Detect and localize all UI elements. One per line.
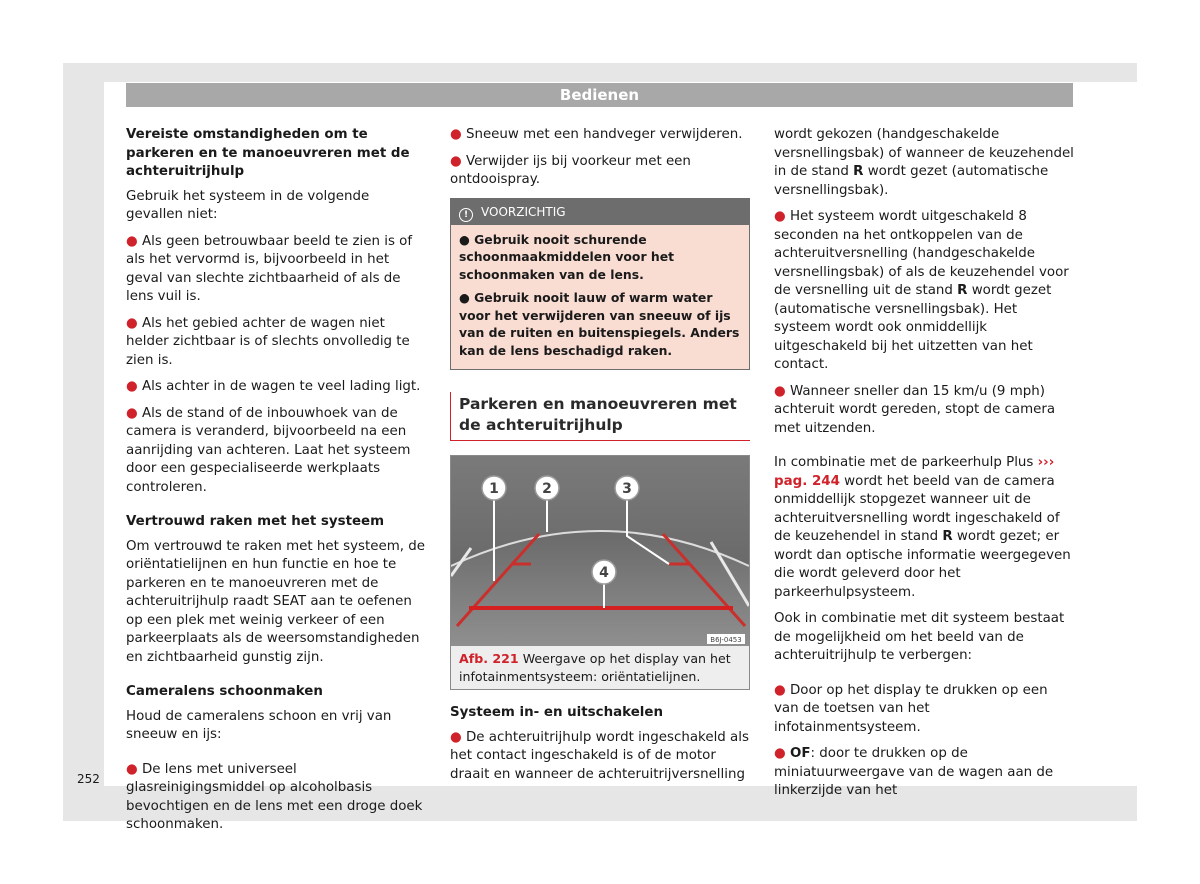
bullet-icon: ●	[459, 231, 470, 247]
bullet-item: ● Sneeuw met een handveger verwijderen.	[450, 127, 743, 142]
bullet-item: ● Als het gebied achter de wagen niet helder zichtbaar is of slechts onvolledig te zien is.	[126, 315, 410, 368]
bullet-icon: ●	[450, 153, 462, 169]
exclamation-circle-icon: !	[459, 208, 473, 222]
bullet-icon: ●	[126, 761, 138, 777]
bullet-icon: ●	[126, 233, 138, 249]
bullet-item: ● Als achter in de wagen te veel lading ligt.	[126, 379, 421, 394]
callout-4	[592, 560, 616, 584]
requirements-intro: Gebruik het systeem in de volgende gevallen niet:	[126, 188, 370, 222]
bullet-icon: ●	[774, 682, 786, 698]
bullet-icon: ●	[774, 383, 786, 399]
caution-box	[450, 198, 750, 371]
bullet-icon: ●	[450, 729, 462, 745]
bullet-item: ● Als geen betrouwbaar beeld te zien is of als het vervormd is, bijvoorbeeld in het geval van slechte zichtbaarheid of als de lens vuil is.	[126, 233, 413, 304]
column-3	[774, 126, 1074, 809]
figure-label: Afb. 221	[459, 651, 519, 666]
camera-display-illustration	[451, 456, 749, 646]
paragraph: Ook in combinatie met dit systeem bestaat de mogelijkheid om het beeld van de achteruitrijhulp te verbergen:	[774, 611, 1065, 663]
caution-body	[451, 225, 749, 370]
clean-text: Houd de cameralens schoon en vrij van sneeuw en ijs:	[126, 708, 392, 742]
bullet-item: ● Verwijder ijs bij voorkeur met een ontdooispray.	[450, 153, 691, 187]
bullet-icon: ●	[126, 315, 138, 331]
svg-text:3: 3	[622, 481, 632, 497]
bullet-item: ● Het systeem wordt uitgeschakeld 8 seconden na het ontkoppelen van de achteruitversnelling (handgeschakelde versnellingsbak) of als de keuzehendel voor de versnelling uit de stand R wordt gezet (automatische versnellingsbak). Het systeem wordt ook onmiddellijk uitgeschakeld bij het uitzetten van het contact.	[774, 209, 1069, 372]
svg-text:4: 4	[599, 565, 609, 581]
paragraph: wordt gekozen (handgeschakelde versnellingsbak) of wanneer de keuzehendel in de stand R wordt gezet (automatische versnellingsbak).	[774, 127, 1074, 198]
familiar-text: Om vertrouwd te raken met het systeem, de oriëntatielijnen en hun functie en hoe te parkeren en te manoeuvreren met de achteruitrijhulp raadt SEAT aan te oefenen op een plek met weinig verkeer of een parkeerplaats als de weersomstandigheden en zichtbaarheid gunstig zijn.	[126, 538, 425, 665]
bullet-icon: ●	[126, 405, 138, 421]
svg-text:1: 1	[489, 481, 499, 497]
caution-item: ● Gebruik nooit schurende schoonmaakmiddelen voor het schoonmaken van de lens.	[459, 231, 675, 282]
heading-familiar: Vertrouwd raken met het systeem	[126, 514, 385, 529]
column-2	[450, 126, 750, 792]
heading-requirements: Vereiste omstandigheden om te parkeren en te manoeuvreren met de achteruitrijhulp	[126, 127, 410, 179]
bullet-icon: ●	[450, 127, 462, 142]
bullet-icon: ●	[126, 379, 138, 394]
section-title: Parkeren en manoeuvreren met de achteruitrijhulp	[450, 392, 750, 441]
bullet-item: ● Als de stand of de inbouwhoek van de camera is veranderd, bijvoorbeeld na een aanrijding van achteren. Laat het systeem door een gespecialiseerde werkplaats controleren.	[126, 405, 411, 495]
callout-2	[535, 476, 559, 500]
camera-display-figure	[450, 455, 750, 690]
page-number: 252	[77, 772, 100, 786]
chapter-header: Bedienen	[126, 83, 1073, 107]
bullet-item: ● De achteruitrijhulp wordt ingeschakeld als het contact ingeschakeld is of de motor draait en wanneer de achteruitrijversnelling	[450, 729, 749, 782]
page-reference-link[interactable]: ››› pag. 244	[774, 455, 1055, 489]
paragraph: In combinatie met de parkeerhulp Plus ››› pag. 244 wordt het beeld van de camera onmiddellijk stopgezet wanneer uit de achteruitversnelling wordt ingeschakeld of de keuzehendel in stand R wordt gezet; er wordt dan optische informatie weergegeven die wordt geleverd door het parkeerhulpsysteem.	[774, 455, 1071, 600]
bullet-icon: ●	[774, 209, 786, 224]
bullet-icon: ●	[459, 290, 470, 305]
svg-text:2: 2	[542, 481, 552, 497]
figure-code: B6J-0453	[710, 636, 742, 644]
callout-1	[482, 476, 506, 500]
callout-3	[615, 476, 639, 500]
figure-caption	[451, 646, 749, 689]
bullet-item: ● De lens met universeel glasreinigingsmiddel op alcoholbasis bevochtigen en de lens met een droge doek schoonmaken.	[126, 761, 423, 832]
bullet-item: ● OF: door te drukken op de miniatuurweergave van de wagen aan de linkerzijde van het	[774, 746, 1054, 798]
heading-clean-lens: Cameralens schoonmaken	[126, 684, 323, 699]
caution-header: ! VOORZICHTIG	[451, 199, 749, 225]
caution-item: ● Gebruik nooit lauw of warm water voor het verwijderen van sneeuw of ijs van de ruiten en buitenspiegels. Anders kan de lens beschadigd raken.	[459, 290, 740, 358]
figure-caption-text: Weergave op het display van het infotainmentsysteem: oriëntatielijnen.	[459, 651, 731, 684]
bullet-item: ● Wanneer sneller dan 15 km/u (9 mph) achteruit wordt gereden, stopt de camera met uitzenden.	[774, 383, 1056, 436]
heading-on-off: Systeem in- en uitschakelen	[450, 705, 663, 720]
bullet-icon: ●	[774, 746, 786, 761]
column-1	[126, 126, 426, 843]
bullet-item: ● Door op het display te drukken op een van de toetsen van het infotainmentsysteem.	[774, 682, 1048, 735]
